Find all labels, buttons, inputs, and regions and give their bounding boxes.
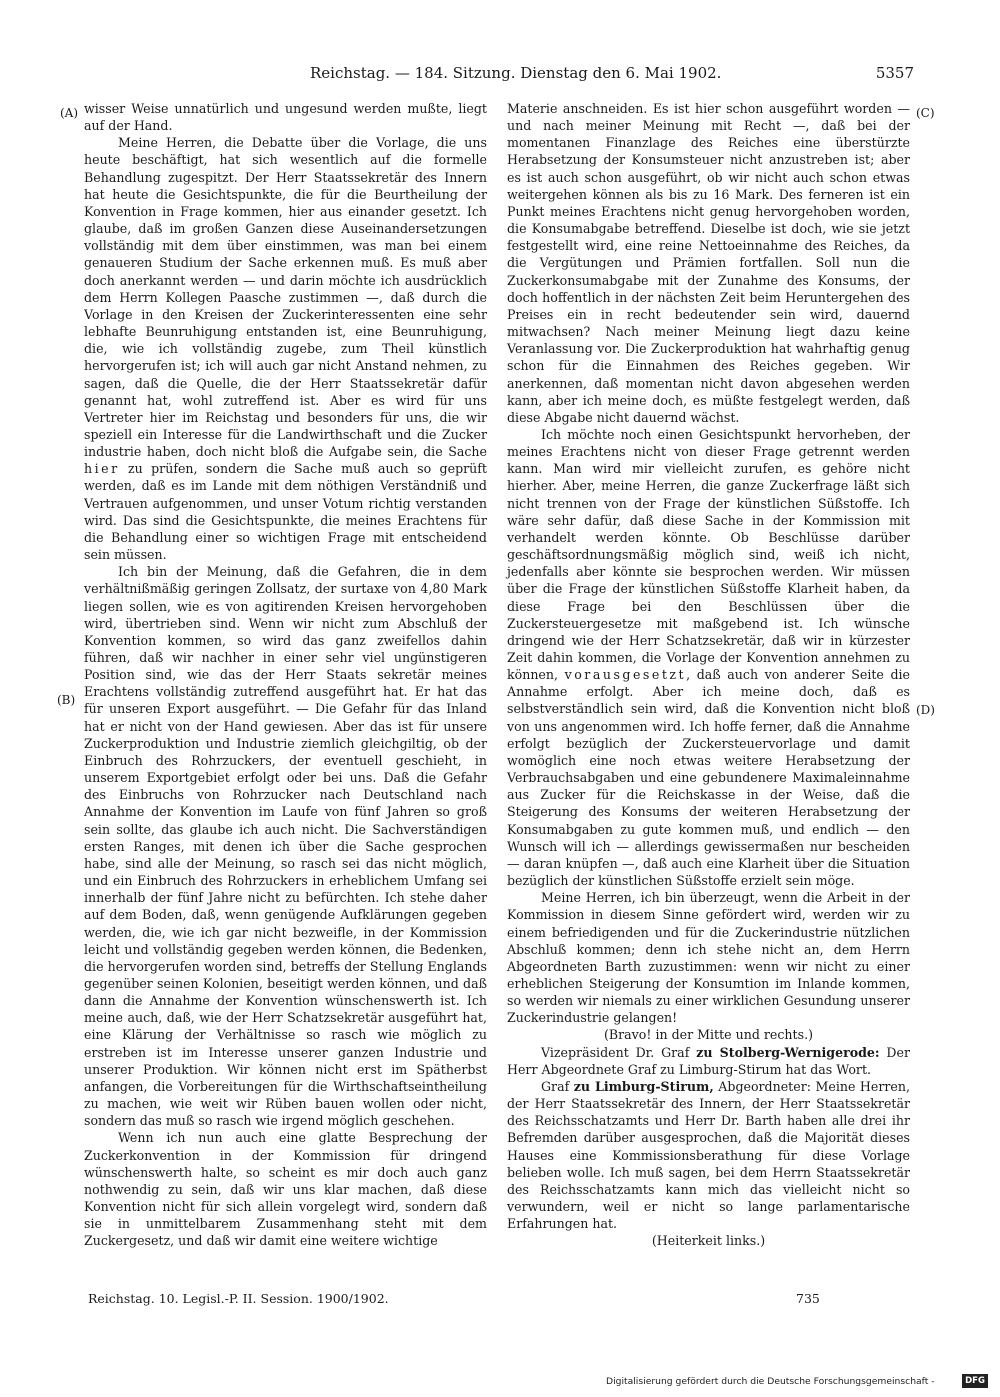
speaker-lead: Vizepräsident Dr. Graf — [541, 1044, 690, 1060]
running-header — [88, 62, 914, 88]
speaker-limburg-stirum — [507, 1078, 910, 1232]
footer-page-number: 735 — [796, 1291, 820, 1306]
right-paragraph-2-tail: , daß auch von anderer Seite die Annahme erfolgt. Aber ich meine doch, daß es selbstverständlich sein wird, daß die Konvention nicht bloß von uns angenommen wird. Ich hoffe ferner, daß die Annahme erfolgt bezüglich der Zuckersteuervorlage und damit womöglich eine noch etwas weitere Herabsetzung der Verbrauchsabgaben und eine gebundenere Maximaleinnahme aus Zucker für die Reichskasse in der Weise, daß die Steigerung des Konsums der weiteren Herabsetzung der Konsumabgaben zu gute kommen muß, und endlich — den Wunsch will ich — allerdings gewissermaßen nur bescheiden — daran knüpfen —, daß auch eine Klarheit über die Situation bezüglich der künstlichen Süßstoffe erzielt sein möge. — [507, 667, 910, 889]
speaker-name-limburg: zu Limburg-Stirum, — [573, 1078, 714, 1094]
left-paragraph-1: wisser Weise unnatürlich und ungesund werden mußte, liegt auf der Hand. — [84, 101, 487, 134]
interjection-bravo: (Bravo! in der Mitte und rechts.) — [603, 1027, 813, 1043]
left-paragraph-2-tail: zu prüfen, sondern die Sache muß auch so geprüft werden, daß es im Lande mit dem nöthigen Verständniß und Vertrauen aufgenommen, und unser Votum richtig verstanden wird. Das sind die Gesichtspunkte, die meines Erachtens für die Behandlung einer so wichtigen Frage mit entscheidend sein müssen. — [84, 461, 487, 563]
speaker-lead-graf: Graf — [541, 1078, 570, 1094]
dfg-logo-icon: DFG — [962, 1374, 988, 1388]
left-paragraph-3: Ich bin der Meinung, daß die Gefahren, die in dem verhältnißmäßig geringen Zollsatz, der surtaxe von 4,80 Mark liegen sollen, wie es von agitirenden Kreisen hervorgehoben wird, übertrieben sind. Wenn wir nicht zum Abschluß der Konvention kommen, so wird das ganz zweifellos dahin führen, daß wir nachher in einer sehr viel ungünstigeren Position sind, wie das der Herr Staats sekretär meines Erachtens vollständig zutreffend ausgeführt hat. Er hat das für unseren Export ausgeführt. — Die Gefahr für das Inland hat er nicht von der Hand gewiesen. Aber das ist für unsere Zuckerproduktion und Industrie ziemlich gleichgiltig, ob der Einbruch des Rohrzuckers, der eventuell geschieht, in unserem Exportgebiet erfolgt oder bei uns. Daß die Gefahr des Einbruchs von Rohrzucker nach Deutschland nach Annahme der Konvention im Laufe von fünf Jahren so groß sein sollte, das glaube ich auch nicht. Die Sachverständigen ersten Ranges, mit denen ich über die Sache gesprochen habe, sind alle der Meinung, so rasch sei das nicht möglich, und ein Einbruch des Rohrzuckers in erheblichem Umfang sei innerhalb der fünf Jahre nicht zu befürchten. Ich stehe daher auf dem Boden, daß, wenn genügende Aufklärungen gegeben werden, die, wie ich gar nicht bezweifle, in der Kommission leicht und vollständig gegeben werden können, die Bedenken, die hervorgerufen worden sind, betreffs der Stellung Englands gegenüber seinen Kolonien, beseitigt werden können, und daß dann die Annahme der Konvention wünschenswerth ist. Ich meine auch, daß, wie der Herr Schatzsekretär ausgeführt hat, eine Klärung der Verhältnisse so rasch wie möglich zu erstreben ist im Interesse unserer ganzen Industrie und unserer Produktion. Wir können nicht erst im Spätherbst anfangen, die Vorbereitungen für die Wirthschaftseintheilung zu machen, wie weit wir Rüben bauen wollen oder nicht, sondern das muß so rasch wie irgend möglich geschehen. — [84, 564, 487, 1129]
left-paragraph-2 — [84, 134, 487, 563]
margin-marker-c: (C) — [916, 106, 935, 120]
left-column — [84, 100, 487, 1249]
emphasis-hier: hier — [84, 461, 120, 477]
speaker-limburg-text: Abgeordneter: Meine Herren, der Herr Staatssekretär des Innern, der Herr Staatssekretär des Reichsschatzamts und Herr Dr. Barth haben alle drei ihr Befremden darüber ausgesprochen, daß die Majorität dieses Hauses eine Kommissionsberathung für diese Vorlage belieben wolle. Ich muß sagen, bei dem Herrn Staatssekretär des Reichsschatzamts kann mich das vielleicht nicht so verwundern, weil er nicht so lange parlamentarische Erfahrungen hat. — [507, 1078, 910, 1232]
right-paragraph-2 — [507, 426, 910, 889]
footer-session-info: Reichstag. 10. Legisl.-P. II. Session. 1900/1902. — [88, 1291, 389, 1306]
digitization-credit: Digitalisierung gefördert durch die Deutsche Forschungsgemeinschaft - — [606, 1376, 935, 1387]
margin-marker-a: (A) — [60, 106, 79, 120]
margin-marker-b: (B) — [57, 693, 76, 707]
right-column — [507, 100, 910, 1249]
right-paragraph-3: Meine Herren, ich bin überzeugt, wenn die Arbeit in der Kommission in diesem Sinne gefördert wird, werden wir zu einem befriedigenden und für die Zuckerindustrie nützlichen Abschluß kommen; denn ich stehe nicht an, dem Herrn Abgeordneten Barth zuzustimmen: wenn wir nicht zu einer erheblichen Steigerung der Konsumtion im Inlande kommen, so werden wir niemals zu einer wirklichen Gesundung unserer Zuckerindustrie gelangen! — [507, 890, 910, 1026]
right-paragraph-1: Materie anschneiden. Es ist hier schon ausgeführt worden — und nach meiner Meinung mit Recht —, daß bei der momentanen Finanzlage des Reiches eine überstürzte Herabsetzung der Konsumsteuer nicht anzustreben ist; aber es ist auch schon ausgeführt, ob wir nicht auch schon etwas weitergehen können als bis zu 16 Mark. Des ferneren ist ein Punkt meines Erachtens nicht genug hervorgehoben worden, die Konsumabgabe betreffend. Dieselbe ist doch, wie sie jetzt festgestellt wird, eine reine Nettoeinnahme des Reiches, da die Vergütungen und Prämien fortfallen. Soll nun die Zuckerkonsumabgabe mit der Zunahme des Konsums, der doch hoffentlich in der nächsten Zeit beim Heruntergehen des Preises ein in recht bedeutender sein wird, dauernd mitwachsen? Nach meiner Meinung liegt dazu keine Veranlassung vor. Die Zuckerproduktion hat wahrhaftig genug schon für die Einnahmen des Reiches gegeben. Wir anerkennen, daß momentan nicht davon abgesehen werden kann, aber ich meine doch, es müßte festgelegt werden, daß diese Abgabe nicht dauernd wächst. — [507, 101, 910, 425]
left-paragraph-4: Wenn ich nun auch eine glatte Besprechung der Zuckerkonvention in der Kommission für dringend wünschenswerth halte, so scheint es mir doch auch ganz nothwendig zu sein, daß wir uns klar machen, daß diese Konvention nicht für sich allein vorgelegt wird, sondern daß sie in unmittelbarem Zusammenhang steht mit dem Zuckergesetz, und daß wir damit eine weitere wichtige — [84, 1130, 487, 1249]
right-paragraph-2-text: Ich möchte noch einen Gesichtspunkt hervorheben, der meines Erachtens nicht von dieser Frage getrennt werden kann. Man wird mir vielleicht zurufen, es gehöre nicht hierher. Aber, meine Herren, die ganze Zuckerfrage läßt sich nicht trennen von der Frage der künstlichen Süßstoffe. Ich wäre sehr dafür, daß diese Sache in der Kommission mit verhandelt werden könnte. Ob Beschlüsse darüber geschäftsordnungsmäßig möglich sind, weiß ich nicht, jedenfalls aber könnte sie besprochen werden. Wir müssen über die Frage der künstlichen Süßstoffe Klarheit haben, da diese Frage bei den Beschlüssen über die Zuckersteuergesetze mit maßgebend ist. Ich wünsche dringend wie der Herr Schatzsekretär, daß wir in kürzester Zeit dahin kommen, die Vorlage der Konvention annehmen zu können, — [507, 426, 910, 683]
speaker-name-stolberg: zu Stolberg-Wernigerode: — [696, 1044, 880, 1060]
speaker-text: Der Herr Abgeordnete Graf zu Limburg-Stirum hat das Wort. — [507, 1044, 910, 1077]
margin-marker-d: (D) — [916, 703, 935, 717]
interjection-heiterkeit: (Heiterkeit links.) — [651, 1233, 766, 1249]
speaker-vizepraesident — [507, 1044, 910, 1078]
emphasis-vorausgesetzt: vorausgesetzt — [564, 667, 687, 683]
running-title: Reichstag. — 184. Sitzung. Dienstag den 6. Mai 1902. — [310, 64, 722, 82]
page-number: 5357 — [875, 64, 914, 82]
left-paragraph-2-text: Meine Herren, die Debatte über die Vorlage, die uns heute beschäftigt, hat sich wesentlich auf die formelle Behandlung zugespitzt. Der Herr Staatssekretär des Innern hat heute die Gesichtspunkte, die für die Beurtheilung der Konvention in Frage kommen, hier aus einander gesetzt. Ich glaube, daß im großen Ganzen diese Auseinandersetzungen vollständig mit dem über einstimmen, was man bei einem genaueren Studium der Sache erkennen muß. Es muß aber doch anerkannt werden — und darin möchte ich ausdrücklich dem Herrn Kollegen Paasche zustimmen —, daß durch die Vorlage in den Kreisen der Zuckerinteressenten eine sehr lebhafte Beunruhigung entstanden ist, eine Beunruhigung, die, wie ich vollständig zugebe, zum Theil künstlich hervorgerufen ist; ich will auch gar nicht Anstand nehmen, zu sagen, daß die Quelle, die der Herr Staatssekretär dafür genannt hat, wohl zutreffend ist. Aber es wird für uns Vertreter hier im Reichstag und besonders für uns, die wir speziell ein Interesse für die Landwirthschaft und die Zucker industrie haben, doch nicht bloß die Aufgabe sein, die Sache — [84, 135, 487, 460]
